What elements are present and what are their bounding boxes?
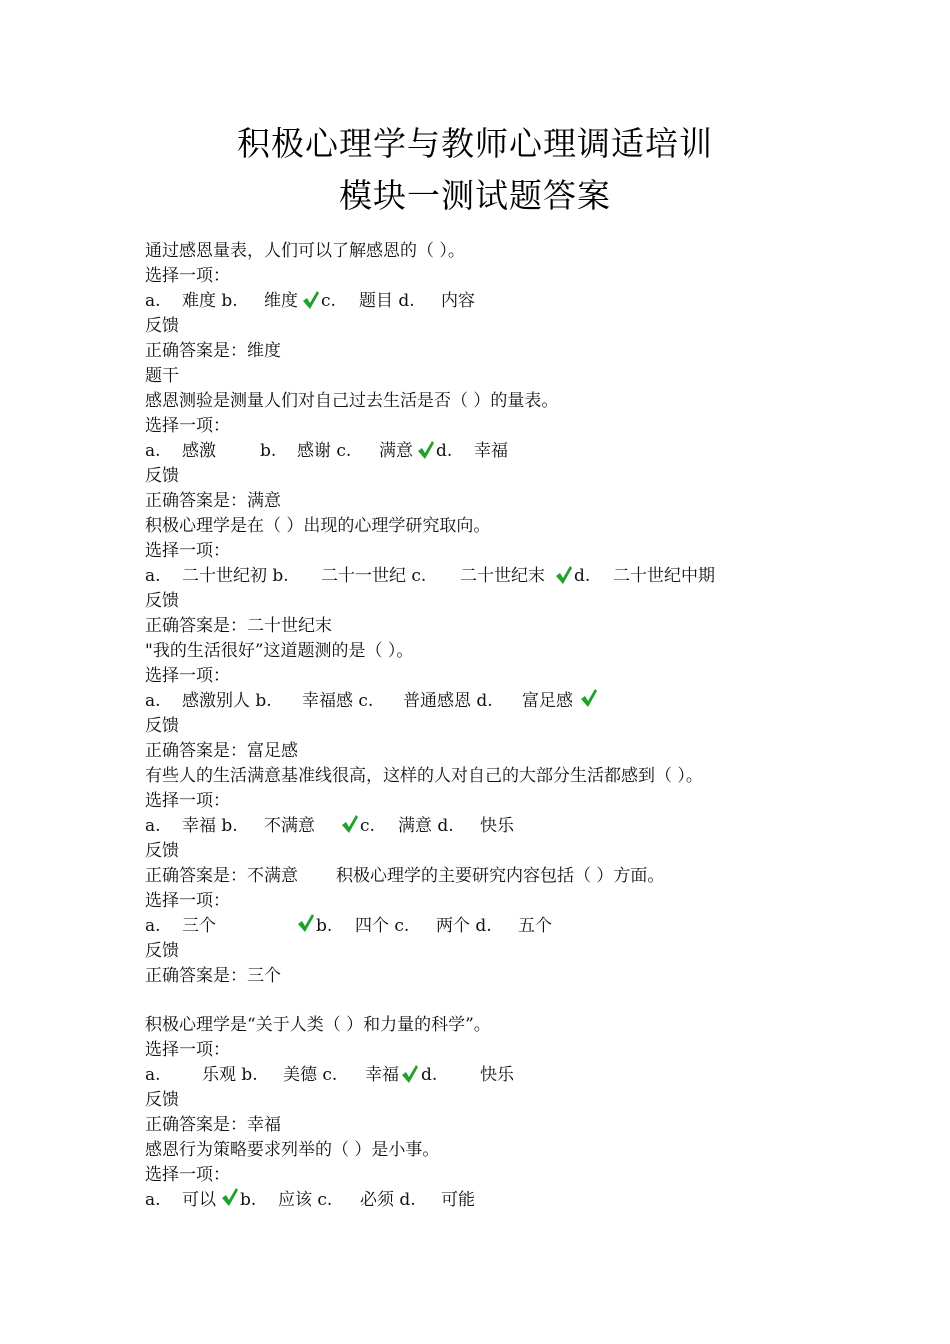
question-4-options: [145, 689, 845, 713]
check-icon: [341, 814, 359, 841]
question-8-text: 感恩行为策略要求列举的（ ）是小事。: [145, 1140, 440, 1160]
option-text: 美德 c.: [283, 1065, 338, 1085]
check-icon: [302, 290, 320, 317]
option-text: 富足感: [522, 691, 573, 711]
option-text: 快乐: [480, 1065, 514, 1085]
option-text: 可以: [182, 1190, 216, 1210]
question-3-answer: 正确答案是：二十世纪末: [145, 616, 332, 636]
check-icon: [555, 565, 573, 592]
feedback-label: 反馈: [145, 841, 179, 861]
option-text: 题目 d.: [359, 291, 415, 311]
option-text: b.: [316, 916, 333, 936]
option-text: a.: [145, 291, 161, 311]
check-icon: [221, 1187, 239, 1214]
option-text: 四个 c.: [355, 916, 410, 936]
feedback-label: 反馈: [145, 1090, 179, 1110]
choose-one-label: 选择一项：: [145, 1040, 230, 1060]
option-text: 二十世纪中期: [613, 566, 715, 586]
option-text: 不满意: [264, 816, 315, 836]
question-7-options: [145, 1063, 845, 1087]
option-text: a.: [145, 916, 161, 936]
option-text: 二十世纪末: [460, 566, 545, 586]
option-text: 五个: [518, 916, 552, 936]
option-text: 应该 c.: [278, 1190, 333, 1210]
option-text: 难度 b.: [182, 291, 238, 311]
option-text: 乐观 b.: [202, 1065, 258, 1085]
question-1-text: 通过感恩量表，人们可以了解感恩的（ ）。: [145, 241, 465, 261]
question-1-answer: 正确答案是：维度: [145, 341, 281, 361]
question-8-options: [145, 1188, 845, 1212]
check-icon: [401, 1064, 419, 1091]
choose-one-label: 选择一项：: [145, 266, 230, 286]
option-text: a.: [145, 1190, 161, 1210]
question-4-text: "我的生活很好”这道题测的是（ ）。: [145, 641, 414, 661]
document-title-line2: 模块一测试题答案: [339, 176, 611, 215]
option-text: a.: [145, 691, 161, 711]
option-text: 必须 d.: [360, 1190, 416, 1210]
option-text: b.: [240, 1190, 257, 1210]
check-icon: [297, 913, 315, 940]
stem-label: 题干: [145, 366, 179, 386]
question-5-text: 有些人的生活满意基准线很高，这样的人对自己的大部分生活都感到（ ）。: [145, 766, 703, 786]
option-text: 维度: [264, 291, 298, 311]
option-text: d.: [421, 1065, 438, 1085]
option-text: 满意: [379, 441, 413, 461]
question-6-text: 积极心理学的主要研究内容包括（ ）方面。: [336, 866, 665, 886]
option-text: a.: [145, 566, 161, 586]
question-3-options: [145, 564, 845, 588]
option-text: 两个 d.: [436, 916, 492, 936]
option-text: 内容: [441, 291, 475, 311]
option-text: 可能: [441, 1190, 475, 1210]
question-7-text: 积极心理学是“关于人类（ ）和力量的科学”。: [145, 1015, 491, 1035]
option-text: 幸福: [365, 1065, 399, 1085]
option-text: b.: [260, 441, 277, 461]
option-text: a.: [145, 441, 161, 461]
choose-one-label: 选择一项：: [145, 891, 230, 911]
answer-text: 正确答案是：不满意: [145, 866, 298, 886]
question-3-text: 积极心理学是在（ ）出现的心理学研究取向。: [145, 516, 491, 536]
option-text: 幸福: [474, 441, 508, 461]
question-2-answer: 正确答案是：满意: [145, 491, 281, 511]
question-5-options: [145, 814, 845, 838]
option-text: c.: [321, 291, 336, 311]
feedback-label: 反馈: [145, 466, 179, 486]
feedback-label: 反馈: [145, 716, 179, 736]
option-text: c.: [360, 816, 375, 836]
choose-one-label: 选择一项：: [145, 1165, 230, 1185]
question-6-answer: 正确答案是：三个: [145, 966, 281, 986]
option-text: 满意 d.: [398, 816, 454, 836]
option-text: 二十世纪初 b.: [182, 566, 289, 586]
option-text: 幸福感 c.: [302, 691, 374, 711]
feedback-label: 反馈: [145, 941, 179, 961]
option-text: 感谢 c.: [297, 441, 352, 461]
choose-one-label: 选择一项：: [145, 541, 230, 561]
option-text: a.: [145, 816, 161, 836]
option-text: 感激: [182, 441, 216, 461]
choose-one-label: 选择一项：: [145, 666, 230, 686]
option-text: 快乐: [480, 816, 514, 836]
question-5-answer: [145, 864, 845, 888]
option-text: d.: [436, 441, 453, 461]
question-4-answer: 正确答案是：富足感: [145, 741, 298, 761]
question-2-options: [145, 439, 845, 463]
question-7-answer: 正确答案是：幸福: [145, 1115, 281, 1135]
option-text: 幸福 b.: [182, 816, 238, 836]
question-1-options: [145, 289, 845, 313]
check-icon: [580, 688, 598, 715]
question-6-options: [145, 914, 845, 938]
option-text: 感激别人 b.: [182, 691, 272, 711]
feedback-label: 反馈: [145, 591, 179, 611]
question-2-text: 感恩测验是测量人们对自己过去生活是否（ ）的量表。: [145, 391, 559, 411]
choose-one-label: 选择一项：: [145, 791, 230, 811]
check-icon: [417, 440, 435, 467]
option-text: d.: [574, 566, 591, 586]
choose-one-label: 选择一项：: [145, 416, 230, 436]
option-text: 二十一世纪 c.: [321, 566, 427, 586]
option-text: 三个: [182, 916, 216, 936]
option-text: a.: [145, 1065, 161, 1085]
feedback-label: 反馈: [145, 316, 179, 336]
option-text: 普通感恩 d.: [403, 691, 493, 711]
document-title-line1: 积极心理学与教师心理调适培训: [237, 124, 713, 163]
